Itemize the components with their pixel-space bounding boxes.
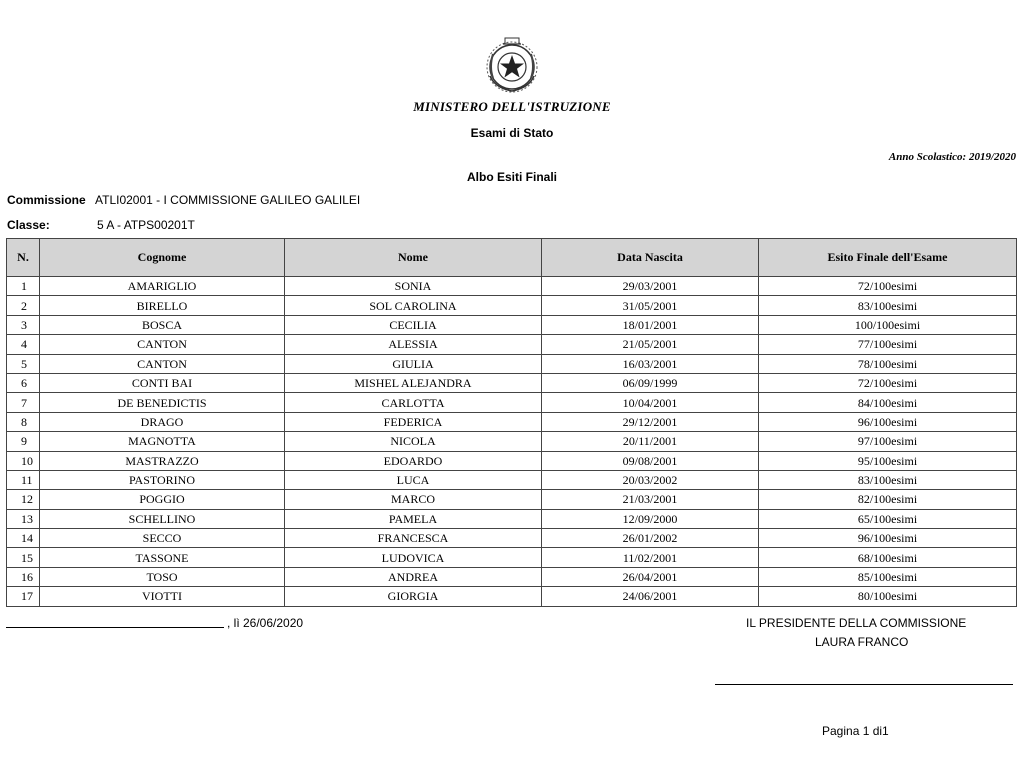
cell-number: 1: [7, 277, 40, 296]
results-table: [6, 238, 1017, 607]
cell-birth-date: 26/04/2001: [542, 567, 759, 586]
cell-number: 15: [7, 548, 40, 567]
cell-birth-date: 20/03/2002: [542, 470, 759, 489]
cell-name: GIULIA: [285, 354, 542, 373]
class-row: [7, 218, 195, 232]
cell-birth-date: 21/05/2001: [542, 335, 759, 354]
table-row: [7, 296, 1017, 315]
cell-surname: MAGNOTTA: [40, 432, 285, 451]
cell-final-result: 84/100esimi: [759, 393, 1017, 412]
results-body: [7, 277, 1017, 607]
cell-final-result: 96/100esimi: [759, 412, 1017, 431]
cell-number: 17: [7, 587, 40, 606]
cell-surname: DRAGO: [40, 412, 285, 431]
header-surname: Cognome: [40, 239, 285, 277]
cell-surname: POGGIO: [40, 490, 285, 509]
cell-name: LUCA: [285, 470, 542, 489]
ministry-title: MINISTERO DELL'ISTRUZIONE: [413, 99, 611, 114]
cell-surname: BOSCA: [40, 315, 285, 334]
cell-number: 3: [7, 315, 40, 334]
cell-name: MISHEL ALEJANDRA: [285, 373, 542, 392]
table-row: [7, 315, 1017, 334]
commission-value: ATLI02001 - I COMMISSIONE GALILEO GALILEI: [95, 193, 361, 207]
cell-name: ANDREA: [285, 567, 542, 586]
cell-final-result: 95/100esimi: [759, 451, 1017, 470]
cell-birth-date: 20/11/2001: [542, 432, 759, 451]
table-row: [7, 373, 1017, 392]
table-row: [7, 277, 1017, 296]
cell-final-result: 82/100esimi: [759, 490, 1017, 509]
cell-final-result: 65/100esimi: [759, 509, 1017, 528]
cell-name: LUDOVICA: [285, 548, 542, 567]
cell-number: 4: [7, 335, 40, 354]
cell-name: PAMELA: [285, 509, 542, 528]
cell-birth-date: 16/03/2001: [542, 354, 759, 373]
cell-final-result: 96/100esimi: [759, 529, 1017, 548]
cell-surname: MASTRAZZO: [40, 451, 285, 470]
cell-number: 14: [7, 529, 40, 548]
cell-name: FEDERICA: [285, 412, 542, 431]
table-row: [7, 393, 1017, 412]
page-number: Pagina 1 di1: [822, 724, 889, 738]
president-signature-line: [715, 684, 1013, 685]
cell-name: CECILIA: [285, 315, 542, 334]
italian-republic-emblem-icon: [481, 34, 543, 96]
table-row: [7, 490, 1017, 509]
cell-number: 10: [7, 451, 40, 470]
table-row: [7, 587, 1017, 606]
cell-number: 12: [7, 490, 40, 509]
cell-number: 2: [7, 296, 40, 315]
cell-surname: CANTON: [40, 335, 285, 354]
cell-birth-date: 18/01/2001: [542, 315, 759, 334]
cell-final-result: 77/100esimi: [759, 335, 1017, 354]
president-name: LAURA FRANCO: [815, 635, 909, 649]
cell-final-result: 83/100esimi: [759, 296, 1017, 315]
table-row: [7, 529, 1017, 548]
header-final-result: Esito Finale dell'Esame: [759, 239, 1017, 277]
table-row: [7, 470, 1017, 489]
cell-surname: CANTON: [40, 354, 285, 373]
cell-birth-date: 24/06/2001: [542, 587, 759, 606]
president-title: IL PRESIDENTE DELLA COMMISSIONE: [746, 616, 967, 630]
cell-number: 11: [7, 470, 40, 489]
table-row: [7, 548, 1017, 567]
cell-name: EDOARDO: [285, 451, 542, 470]
commission-label: Commissione: [7, 193, 86, 207]
cell-birth-date: 26/01/2002: [542, 529, 759, 548]
cell-surname: VIOTTI: [40, 587, 285, 606]
header-name: Nome: [285, 239, 542, 277]
signature-place-line: [6, 627, 224, 628]
cell-name: NICOLA: [285, 432, 542, 451]
cell-name: SONIA: [285, 277, 542, 296]
cell-name: FRANCESCA: [285, 529, 542, 548]
class-label: Classe:: [7, 218, 50, 232]
cell-name: MARCO: [285, 490, 542, 509]
signature-date: , lì 26/06/2020: [227, 616, 304, 630]
table-row: [7, 451, 1017, 470]
cell-number: 8: [7, 412, 40, 431]
cell-number: 9: [7, 432, 40, 451]
cell-final-result: 97/100esimi: [759, 432, 1017, 451]
cell-birth-date: 11/02/2001: [542, 548, 759, 567]
cell-surname: SCHELLINO: [40, 509, 285, 528]
cell-number: 7: [7, 393, 40, 412]
cell-final-result: 85/100esimi: [759, 567, 1017, 586]
table-row: [7, 354, 1017, 373]
table-row: [7, 567, 1017, 586]
cell-birth-date: 21/03/2001: [542, 490, 759, 509]
document-title: Albo Esiti Finali: [466, 170, 557, 184]
cell-number: 16: [7, 567, 40, 586]
cell-name: CARLOTTA: [285, 393, 542, 412]
header-number: N.: [7, 239, 40, 277]
cell-number: 6: [7, 373, 40, 392]
cell-surname: AMARIGLIO: [40, 277, 285, 296]
cell-final-result: 80/100esimi: [759, 587, 1017, 606]
cell-final-result: 68/100esimi: [759, 548, 1017, 567]
school-year: Anno Scolastico: 2019/2020: [888, 151, 1016, 163]
exam-title: Esami di Stato: [470, 126, 554, 140]
class-value: 5 A - ATPS00201T: [97, 218, 195, 232]
cell-name: GIORGIA: [285, 587, 542, 606]
cell-final-result: 72/100esimi: [759, 277, 1017, 296]
table-header-row: [7, 239, 1017, 277]
cell-final-result: 83/100esimi: [759, 470, 1017, 489]
cell-final-result: 100/100esimi: [759, 315, 1017, 334]
commission-row: [7, 193, 360, 207]
cell-surname: SECCO: [40, 529, 285, 548]
table-row: [7, 335, 1017, 354]
cell-final-result: 72/100esimi: [759, 373, 1017, 392]
cell-birth-date: 06/09/1999: [542, 373, 759, 392]
cell-birth-date: 29/12/2001: [542, 412, 759, 431]
cell-birth-date: 31/05/2001: [542, 296, 759, 315]
cell-birth-date: 10/04/2001: [542, 393, 759, 412]
cell-number: 5: [7, 354, 40, 373]
cell-surname: TOSO: [40, 567, 285, 586]
cell-name: SOL CAROLINA: [285, 296, 542, 315]
cell-surname: DE BENEDICTIS: [40, 393, 285, 412]
cell-surname: PASTORINO: [40, 470, 285, 489]
cell-birth-date: 12/09/2000: [542, 509, 759, 528]
header-birth-date: Data Nascita: [542, 239, 759, 277]
cell-birth-date: 09/08/2001: [542, 451, 759, 470]
table-row: [7, 412, 1017, 431]
cell-final-result: 78/100esimi: [759, 354, 1017, 373]
cell-surname: TASSONE: [40, 548, 285, 567]
cell-surname: BIRELLO: [40, 296, 285, 315]
cell-birth-date: 29/03/2001: [542, 277, 759, 296]
table-row: [7, 432, 1017, 451]
cell-number: 13: [7, 509, 40, 528]
cell-name: ALESSIA: [285, 335, 542, 354]
table-row: [7, 509, 1017, 528]
cell-surname: CONTI BAI: [40, 373, 285, 392]
